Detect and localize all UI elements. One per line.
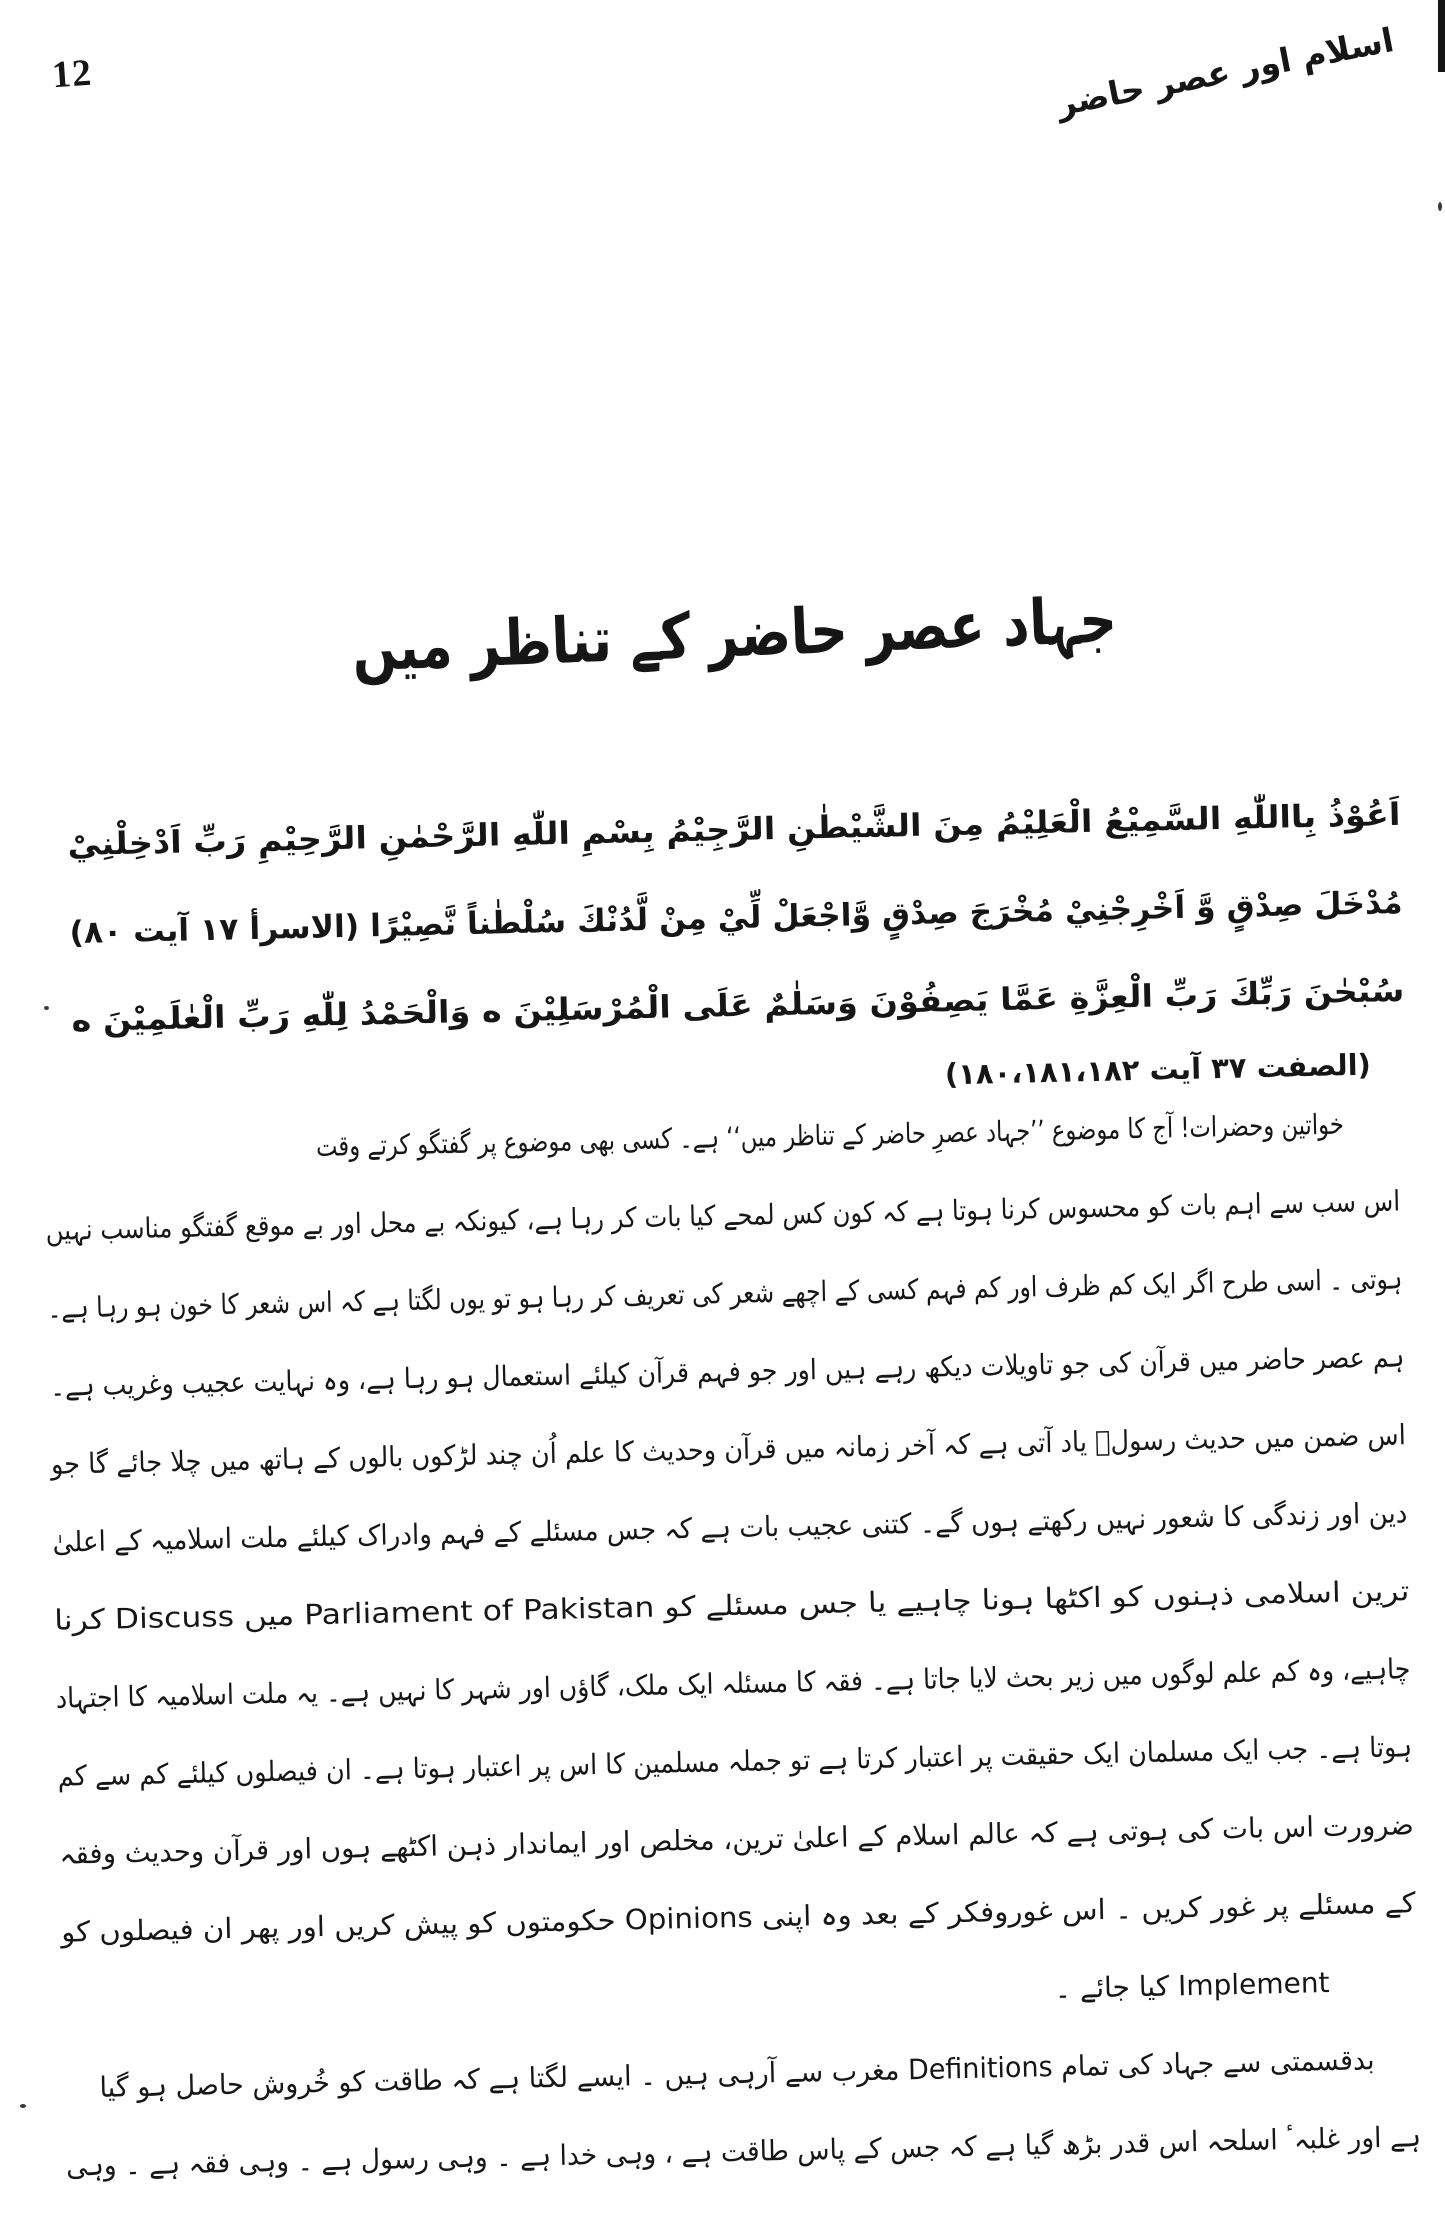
- body-line-mixed-english: ترین اسلامی ذہنوں کو اکٹھا ہونا چاہیے یا جس مسئلے کو Parliament of Pakistan میں Discuss کرنا: [53, 1574, 1410, 1637]
- scan-speck: [20, 2104, 26, 2108]
- body-line: اس ضمن میں حدیث رسولؐ یاد آتی ہے کہ آخر زمانہ میں قرآن وحدیث کا علم اُن چند لڑکوں بالوں کے ہاتھ میں چلا جائے گا جو: [50, 1418, 1406, 1481]
- scan-edge-artifact: [1438, 0, 1445, 72]
- chapter-title: جہاد عصر حاضر کے تناظر میں: [350, 583, 1119, 686]
- body-line: اس سب سے اہم بات کو محسوس کرنا ہوتا ہے کہ کون کس لمحے کیا بات کر رہا ہے، کیونکہ بے محل اور بے موقع گفتگو مناسب نہیں: [45, 1184, 1401, 1247]
- body-line: دین اور زندگی کا شعور نہیں رکھتے ہوں گے۔ کتنی عجیب بات ہے کہ جس مسئلے کے فہم وادراک کیلئے ملت اسلامیہ کے اعلیٰ: [52, 1496, 1408, 1559]
- scan-speck: [1438, 202, 1442, 211]
- body-line: چاہیے، وہ کم علم لوگوں میں زیر بحث لایا جاتا ہے۔ فقہ کا مسئلہ ایک ملک، گاؤں اور شہر کا نہیں ہے۔ یہ ملت اسلامیہ کا اجتہاد: [56, 1652, 1412, 1715]
- body-line: ضرورت اس بات کی ہوتی ہے کہ عالم اسلام کے اعلیٰ ترین، مخلص اور ایماندار ذہن اکٹھے ہوں اور قرآن وحدیث وفقہ: [59, 1808, 1415, 1871]
- running-head: اسلام اور عصر حاضر: [1052, 20, 1397, 124]
- body-line-mixed-english: بدقسمتی سے جہاد کی تمام Definitions مغرب سے آرہی ہیں ۔ ایسے لگتا ہے کہ طاقت کو خُروش حاصل ہو گیا: [98, 2043, 1375, 2104]
- quran-reference: (الصفت ۳۷ آیت ۱۸۰،۱۸۱،۱۸۲): [944, 1047, 1372, 1092]
- body-line: ہے اور غلبہٴ اسلحہ اس قدر بڑھ گیا ہے کہ جس کے پاس طاقت ہے ، وہی خدا ہے ۔ وہی رسول ہے ۔ وہی فقہ ہے ۔ وہی: [65, 2120, 1422, 2183]
- body-paragraphs: [43, 1084, 1421, 2205]
- body-line: ہوتا ہے۔ جب ایک مسلمان ایک حقیقت پر اعتبار کرتا ہے تو جملہ مسلمین کا اس پر اعتبار ہوتا ہے۔ ان فیصلوں کیلئے کم سے کم: [57, 1730, 1413, 1793]
- body-line: ہوتی ۔ اسی طرح اگر ایک کم ظرف اور کم فہم کسی کے اچھے شعر کی تعریف کر رہا ہو تو یوں لگتا ہے کہ اس شعر کا خون ہو رہا ہے۔: [47, 1262, 1403, 1325]
- body-line-mixed-english: کے مسئلے پر غور کریں ۔ اس غوروفکر کے بعد وہ اپنی Opinions حکومتوں کو پیش کریں اور پھر ان فیصلوں کو: [60, 1886, 1417, 1949]
- quran-line: اَعُوْذُ بِااللّٰهِ السَّمِيْعُ الْعَلِيْمُ مِنَ الشَّيْطٰنِ الرَّجِيْمُ بِسْمِ اللّٰهِ الرَّحْمٰنِ الرَّحِيْمِ رَبِّ اَدْخِلْنِيْ: [66, 796, 1401, 864]
- body-line-implement: Implement کیا جائے ۔: [1054, 1966, 1330, 2006]
- quran-line: مُدْخَلَ صِدْقٍ وَّ اَخْرِجْنِيْ مُخْرَجَ صِدْقٍ وَّاجْعَلْ لِّيْ مِنْ لَّدُنْكَ سُلْطٰناً نَّصِيْرًا (الاسرأ ۱۷ آیت ۸۰): [68, 884, 1403, 952]
- scan-speck: [44, 1006, 49, 1010]
- body-line: ہم عصر حاضر میں قرآن کی جو تاویلات دیکھ رہے ہیں اور جو فہم قرآن کیلئے استعمال ہو رہا ہے، وہ نہایت عجیب وغریب ہے۔: [49, 1340, 1405, 1403]
- quran-block: [67, 771, 1407, 1123]
- page-number: 12: [50, 51, 94, 97]
- quran-line: سُبْحٰنَ رَبِّكَ رَبِّ الْعِزَّةِ عَمَّا يَصِفُوْنَ وَسَلٰمٌ عَلَى الْمُرْسَلِيْنَ ه وَالْحَمْدُ لِلّٰهِ رَبِّ الْعٰلَمِيْنَ ه: [70, 972, 1405, 1040]
- body-line: خواتین وحضرات! آج کا موضوع ’’جہاد عصرِ حاضر کے تناظر میں‘‘ ہے۔ کسی بھی موضوع پر گفتگو کرتے وقت: [315, 1107, 1345, 1163]
